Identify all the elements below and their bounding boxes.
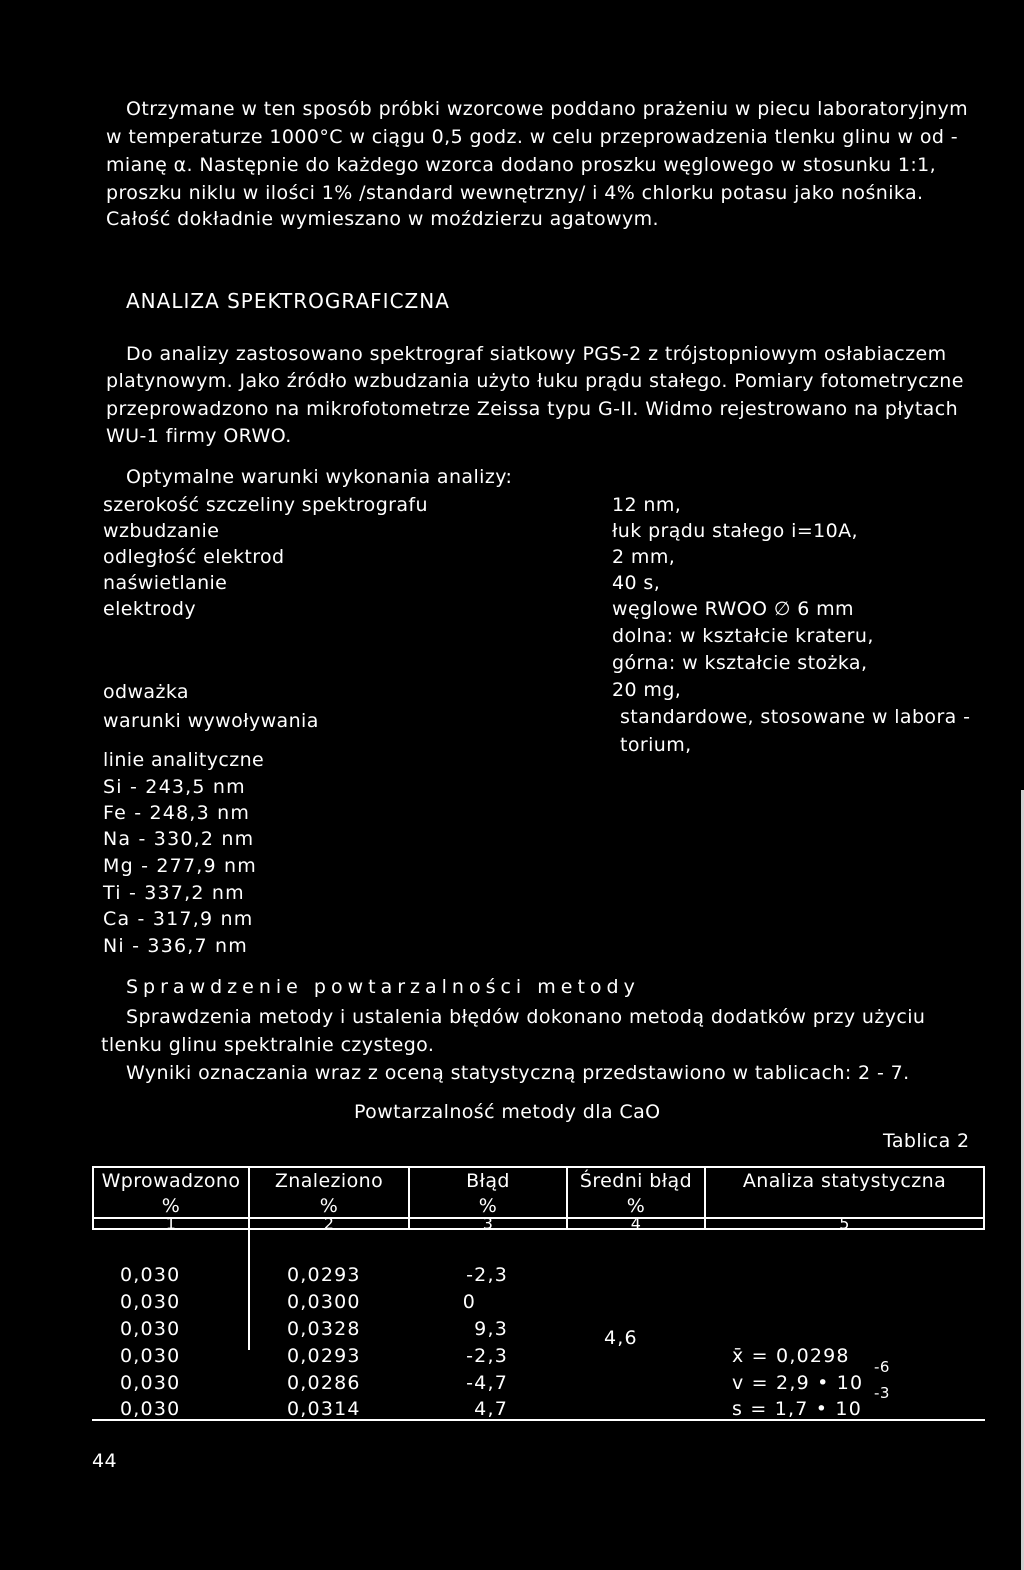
weight-label: odważka — [103, 681, 189, 703]
electrodes-label: elektrody — [103, 598, 197, 620]
analysis-line: platynowym. Jako źródło wzbudzania użyto łuku prądu stałego. Pomiary fotometryczne — [106, 370, 964, 392]
repeat-line: Wyniki oznaczania wraz z oceną statystyczną przedstawiono w tablicach: 2 - 7. — [126, 1062, 910, 1084]
distance-label: odległość elektrod — [103, 546, 285, 568]
table-cell: -2,3 — [466, 1345, 508, 1367]
development-value-cont: torium, — [620, 734, 692, 756]
table-cell: 0,030 — [120, 1398, 181, 1420]
stat-s-exponent: -3 — [874, 1384, 890, 1402]
analysis-line: Do analizy zastosowano spektrograf siatkowy PGS-2 z trójstopniowym osłabiaczem — [126, 343, 947, 365]
excitation-value: łuk prądu stałego i=10A, — [612, 520, 858, 542]
table-cell: 0,0293 — [287, 1345, 361, 1367]
column-number: 1 — [165, 1214, 177, 1233]
intro-line: w temperaturze 1000°C w ciągu 0,5 godz. w celu przeprowadzenia tlenku glinu w od - — [106, 126, 958, 148]
table-cell: 0,030 — [120, 1372, 181, 1394]
table-cell: 0,0300 — [287, 1291, 361, 1313]
list-item: Si - 243,5 nm — [103, 776, 246, 798]
header-introduced: Wprowadzono — [101, 1170, 241, 1192]
mean-error-value: 4,6 — [604, 1327, 638, 1349]
slit-label: szerokość szczeliny spektrografu — [103, 494, 428, 516]
electrodes-value: węglowe RWOO ∅ 6 mm — [612, 598, 854, 620]
table-cell: 0,030 — [120, 1264, 181, 1286]
development-label: warunki wywoływania — [103, 710, 319, 732]
table-cell: 0,030 — [120, 1318, 181, 1340]
repeat-heading: Sprawdzenie powtarzalności metody — [126, 976, 640, 998]
table-cell: 0,0328 — [287, 1318, 361, 1340]
table-cell: 0,030 — [120, 1291, 181, 1313]
intro-line: mianę α. Następnie do każdego wzorca dodano proszku węglowego w stosunku 1:1, — [106, 154, 937, 176]
table-cell: -2,3 — [466, 1264, 508, 1286]
intro-line: Otrzymane w ten sposób próbki wzorcowe poddano prażeniu w piecu laboratoryjnym — [126, 98, 969, 120]
stat-s: s = 1,7 • 10 — [732, 1398, 862, 1420]
electrodes-upper: górna: w kształcie stożka, — [612, 652, 868, 674]
electrodes-lower: dolna: w kształcie krateru, — [612, 625, 874, 647]
list-item: Ti - 337,2 nm — [103, 882, 245, 904]
list-item: Ca - 317,9 nm — [103, 908, 254, 930]
development-value: standardowe, stosowane w labora - — [620, 706, 971, 728]
analysis-line: przeprowadzono na mikrofotometrze Zeissa typu G-II. Widmo rejestrowano na płytach — [106, 398, 959, 420]
column-number: 3 — [482, 1214, 494, 1233]
table-cell: 0,0286 — [287, 1372, 361, 1394]
analysis-line: WU-1 firmy ORWO. — [106, 425, 292, 447]
column-number: 4 — [630, 1214, 642, 1233]
table-cell: 9,3 — [474, 1318, 508, 1340]
table-cell: 0,0314 — [287, 1398, 361, 1420]
distance-value: 2 mm, — [612, 546, 676, 568]
section-heading: ANALIZA SPEKTROGRAFICZNA — [126, 289, 450, 313]
list-item: Fe - 248,3 nm — [103, 802, 251, 824]
header-unit: % — [161, 1195, 181, 1217]
excitation-label: wzbudzanie — [103, 520, 220, 542]
repeat-line: Sprawdzenia metody i ustalenia błędów dokonano metodą dodatków przy użyciu — [126, 1006, 926, 1028]
repeat-line: tlenku glinu spektralnie czystego. — [101, 1034, 435, 1056]
conditions-title: Optymalne warunki wykonania analizy: — [126, 466, 513, 488]
list-item: Na - 330,2 nm — [103, 828, 255, 850]
table-divider — [248, 1230, 250, 1350]
table-title: Powtarzalność metody dla CaO — [354, 1101, 661, 1123]
exposure-value: 40 s, — [612, 572, 661, 594]
lines-label: linie analityczne — [103, 749, 265, 771]
header-found: Znaleziono — [274, 1170, 384, 1192]
table-cell: 4,7 — [474, 1398, 508, 1420]
page-number: 44 — [92, 1450, 117, 1472]
header-unit: % — [626, 1195, 646, 1217]
intro-line: proszku niklu w ilości 1% /standard wewnętrzny/ i 4% chlorku potasu jako nośnika. — [106, 182, 924, 204]
table-label: Tablica 2 — [883, 1130, 970, 1152]
slit-value: 12 nm, — [612, 494, 682, 516]
header-mean-error: Średni błąd — [579, 1170, 693, 1192]
list-item: Ni - 336,7 nm — [103, 935, 249, 957]
table-cell: 0,030 — [120, 1345, 181, 1367]
table-divider — [983, 1166, 985, 1230]
weight-value: 20 mg, — [612, 679, 682, 701]
stat-mean: x̄ = 0,0298 — [732, 1345, 850, 1367]
table-rule — [92, 1166, 985, 1168]
intro-line: Całość dokładnie wymieszano w moździerzu agatowym. — [106, 208, 659, 230]
exposure-label: naświetlanie — [103, 572, 228, 594]
table-cell: 0,0293 — [287, 1264, 361, 1286]
results-table — [92, 1166, 985, 1421]
header-unit: % — [319, 1195, 339, 1217]
header-statistics: Analiza statystyczna — [742, 1170, 947, 1192]
table-cell: 0 — [462, 1291, 476, 1313]
column-number: 2 — [323, 1214, 335, 1233]
stat-v-exponent: -6 — [874, 1358, 890, 1376]
list-item: Mg - 277,9 nm — [103, 855, 257, 877]
table-cell: -4,7 — [466, 1372, 508, 1394]
column-number: 5 — [839, 1214, 850, 1233]
header-error: Błąd — [466, 1170, 510, 1192]
header-unit: % — [478, 1195, 498, 1217]
stat-v: v = 2,9 • 10 — [732, 1372, 864, 1394]
